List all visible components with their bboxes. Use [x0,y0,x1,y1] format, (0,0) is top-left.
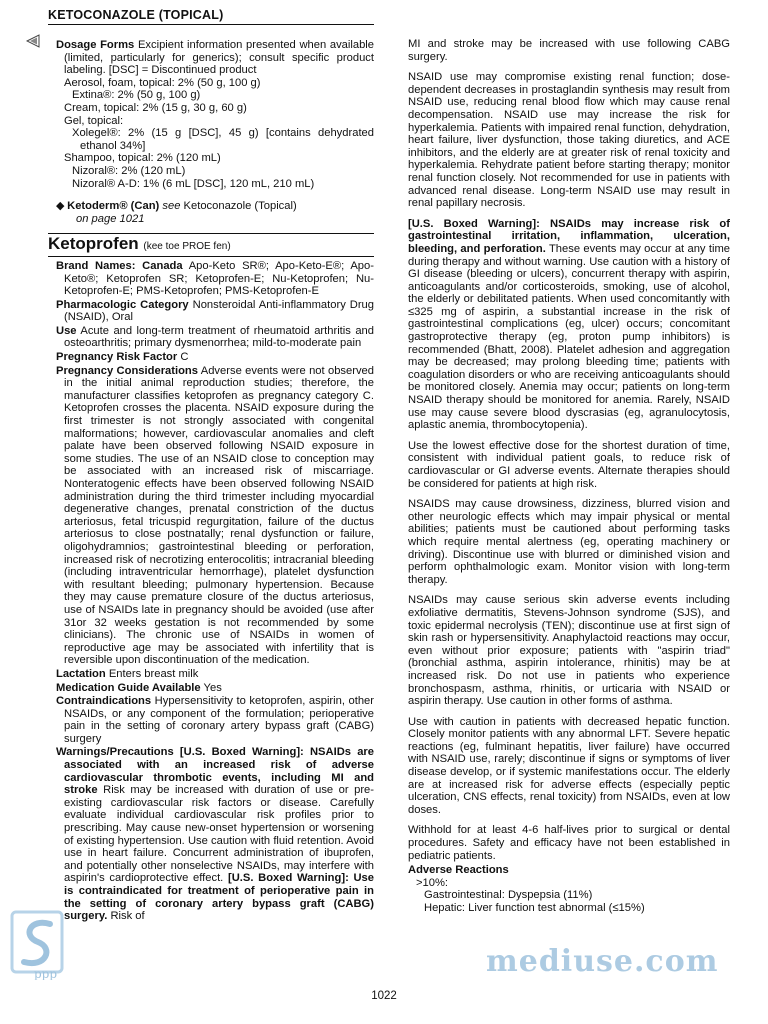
cross-ref-name: Ketoderm® (Can) [67,200,160,213]
warnings-text-1: Risk may be increased with duration of use or pre-existing cardiovascular risk factors or disease. Carefully evaluate individual cardiovascular risk profiles prior to prescribing. May cause new-onset hypertension or worsening of existing hypertension. Use caution with fluid retention. Avoid use in heart failure. Concurrent administration of ibuprofen, and potentially other nonselective NSAIDs, may interfere with aspirin's cardioprotective effect. [64,784,375,885]
dosage-forms-list [64,77,374,190]
cross-ref-page: on page 1021 [76,212,145,225]
contraindications-text: Hypersensitivity to ketoprofen, aspirin, other NSAIDs, or any component of the formulation; perioperative pain in the setting of coronary artery bypass graft (CABG) surgery [64,695,375,745]
running-header: KETOCONAZOLE (TOPICAL) [48,8,224,22]
use-field [56,325,374,350]
paragraph-neuro: NSAIDS may cause drowsiness, dizziness, blurred vision and other neurologic effects which may impair physical or mental abilities; patients must be cautioned about performing tasks which require mental alertness (eg, operating machinery or driving). Discontinue use with blurred or diminished vision and perform ophthalmologic exam. Monitor vision with long-term therapy. [408,498,730,586]
warnings-boxed-2: [U.S. Boxed Warning]: Use is contraindicated for treatment of perioperative pain in the setting of coronary artery bypass graft (CABG) surgery. [64,872,374,923]
watermark-text: mediuse.com [486,944,719,979]
paragraph-hepatic: Use with caution in patients with decreased hepatic function. Closely monitor patients with any abnormal LFT. Severe hepatic reactions (eg, fulminant hepatitis, liver failure) have occurred with NSAID use, rarely; discontinue if signs or symptoms of liver disease develop, or if systemic manifestations occur. The elderly are at increased risk for adverse effects (especially peptic ulceration, CNS effects, renal toxicity) from NSAIDs, even at low doses. [408,715,730,816]
brand-names-text: Apo-Keto SR®; Apo-Keto-E®; Apo-Keto®; Ketoprofen SR; Ketoprofen-E; Nu-Ketoprofen; Nu-Ketoprofen-E; PMS-Ketoprofen; PMS-Ketoprofen-E [64,259,374,298]
pharm-category-field [56,299,374,324]
dosage-form-line: Shampoo, topical: 2% (120 mL) [64,152,221,165]
pregnancy-risk-field [56,351,374,364]
lactation-text: Enters breast milk [108,667,199,680]
title-underline [48,256,374,257]
header-rule [48,24,374,25]
dosage-form-line: Nizoral®: 2% (120 mL) [72,164,186,177]
back-arrow-icon[interactable] [26,34,40,48]
medguide-label: Medication Guide Available [56,681,201,694]
gi-text: These events may occur at any time during therapy and without warning. Use caution with a history of GI disease (bleeding or ulcers), concurrent therapy with aspirin, anticoagulants and/or corticosteroids, smoking, use of alcohol, the elderly or debilitated patients. When used concomitantly with ≤325 mg of aspirin, a substantial increase in the risk of gastrointestinal complications (eg, ulcer) occurs; concomitant gastroprotective therapy (eg, proton pump inhibitors) is recommended (Bhatt, 2008). Platelet adhesion and aggregation may be decreased; may prolong bleeding time; patients with coagulation disorders or who are receiving anticoagulants should be monitored closely. Anemia may occur; patients on long-term NSAID therapy should be monitored for anemia. Rarely, NSAID use may cause severe blood dyscrasias (eg, agranulocytosis, aplastic anemia, thrombocytopenia). [408,242,730,432]
right-column [408,38,730,915]
brand-names-label: Brand Names: Canada [56,259,183,272]
drug-heading [48,234,374,254]
dosage-forms-label: Dosage Forms [56,39,135,51]
pregnancy-considerations-label: Pregnancy Considerations [56,364,198,377]
diamond-icon: ◆ [56,200,65,213]
cross-reference [56,200,374,225]
left-column [48,38,374,923]
cross-ref-target[interactable]: Ketoconazole (Topical) [183,200,297,213]
paragraph-surgery: Withhold for at least 4-6 half-lives prior to surgical or dental procedures. Safety and efficacy have not been established in pediatric patients. [408,824,730,862]
medguide-field [56,682,374,695]
pharm-category-text: Nonsteroidal Anti-inflammatory Drug (NSAID), Oral [64,298,374,324]
use-label: Use [56,324,77,337]
dosage-form-line: Xolegel®: 2% (15 g [DSC], 45 g) [contains dehydrated ethanol 34%] [72,127,374,152]
adverse-reactions-label: Adverse Reactions [408,864,509,877]
dosage-forms-intro: Excipient information presented when available (limited, particularly for generics); consult specific product labeling. [DSC] = Discontinued product [64,39,375,77]
adverse-reactions-list [424,889,730,914]
lactation-label: Lactation [56,667,106,680]
page-number: 1022 [371,990,397,1002]
gi-boxed-warning: [U.S. Boxed Warning]: NSAIDs may increase risk of gastrointestinal irritation, inflammation, ulceration, bleeding, and perforation. [408,217,730,255]
paragraph-gi [408,218,730,432]
pregnancy-risk-label: Pregnancy Risk Factor [56,351,178,364]
paragraph-cabg: MI and stroke may be increased with use following CABG surgery. [408,38,730,63]
lactation-field [56,668,374,681]
dosage-forms-entry [56,39,374,77]
contraindications-label: Contraindications [56,695,152,708]
warnings-text-2: Risk of [110,910,145,923]
pregnancy-considerations-text: Adverse events were not observed in the initial animal reproduction studies; therefore, the manufacturer classifies ketoprofen as pregnancy category C. Ketoprofen crosses the placenta. NSAID exposure during the first trimester is not strongly associated with congenital malformations; however, cardiovascular anomalies and cleft palate have been observed following NSAID exposure in some studies. The use of an NSAID close to conception may be associated with an increased risk of miscarriage. Nonteratogenic effects have been observed following NSAID administration during the third trimester including myocardial degenerative changes, prenatal constriction of the ductus arteriosus, fetal tricuspid regurgitation, failure of the ductus arteriosus to close postnatally; renal dysfunction or failure, oligohydramnios; gastrointestinal bleeding or perforation, increased risk of necrotizing enterocolitis; intracranial bleeding (including intraventricular hemorrhage), platelet dysfunction with resultant bleeding; pulmonary hypertension. Because they may cause premature closure of the ductus arteriosus, use of NSAIDs late in pregnancy should be avoided (use after 31or 32 weeks gestation is not recommended by some clinicians). The chronic use of NSAIDs in women of reproductive age may be associated with infertility that is reversible upon discontinuation of the medication. [64,364,374,667]
pregnancy-considerations-field [56,365,374,667]
paragraph-renal: NSAID use may compromise existing renal function; dose-dependent decreases in prostaglandin synthesis may result from NSAID use, reducing renal blood flow which may cause renal decompensation. NSAID use may increase the risk for hyperkalemia. Patients with impaired renal function, dehydration, heart failure, liver dysfunction, those taking diuretics, and ACE inhibitors, and the elderly are at greater risk of renal toxicity and hyperkalemia. Rehydrate patient before starting therapy; monitor renal function closely. Not recommended for use in patients with advanced renal disease. Long-term NSAID use may result in renal papillary necrosis. [408,71,730,210]
drug-pronunciation: (kee toe PROE fen) [143,241,231,253]
paragraph-dose: Use the lowest effective dose for the shortest duration of time, consistent with individual patient goals, to reduce risk of cardiovascular or GI adverse events. Alternate therapies should be considered for patients at high risk. [408,439,730,490]
pregnancy-risk-text: C [180,351,189,364]
adverse-reactions-frequency: >10%: [416,876,449,889]
dosage-form-line: Cream, topical: 2% (15 g, 30 g, 60 g) [64,101,247,114]
medguide-text: Yes [203,681,222,694]
dosage-form-line: Nizoral® A-D: 1% (6 mL [DSC], 120 mL, 210 mL) [72,177,315,190]
watermark-logo-icon [10,908,70,980]
paragraph-skin: NSAIDs may cause serious skin adverse events including exfoliative dermatitis, Stevens-Johnson syndrome (SJS), and toxic epidermal necrolysis (TEN); discontinue use at first sign of skin rash or hypersensitivity. Anaphylactoid reactions may occur, even without prior exposure; patients with "aspirin triad" (bronchial asthma, aspirin intolerance, rhinitis) may be at increased risk. Do not use in patients who experience bronchospasm, asthma, rhinitis, or urticaria with NSAID or aspirin therapy. Use caution in other forms of asthma. [408,594,730,708]
contraindications-field [56,695,374,745]
cross-ref-see: see [162,200,181,213]
dosage-form-line: Aerosol, foam, topical: 2% (50 g, 100 g) [64,76,261,89]
warnings-field [56,746,374,922]
pharm-category-label: Pharmacologic Category [56,298,189,311]
brand-names-field [56,260,374,298]
dosage-form-line: Gel, topical: [64,114,124,127]
use-text: Acute and long-term treatment of rheumatoid arthritis and osteoarthritis; primary dysmenorrhea; mild-to-moderate pain [64,324,374,350]
dosage-form-line: Extina®: 2% (50 g, 100 g) [72,89,201,102]
warnings-label: Warnings/Precautions [56,746,174,759]
adverse-reaction-item: Hepatic: Liver function test abnormal (≤15%) [424,902,645,914]
adverse-reaction-item: Gastrointestinal: Dyspepsia (11%) [424,889,593,902]
svg-text:ppp: ppp [34,967,58,980]
warnings-boxed-1: [U.S. Boxed Warning]: NSAIDs are associated with an increased risk of adverse cardiovascular thrombotic events, including MI and stroke [64,746,374,797]
drug-name: Ketoprofen [48,234,139,254]
